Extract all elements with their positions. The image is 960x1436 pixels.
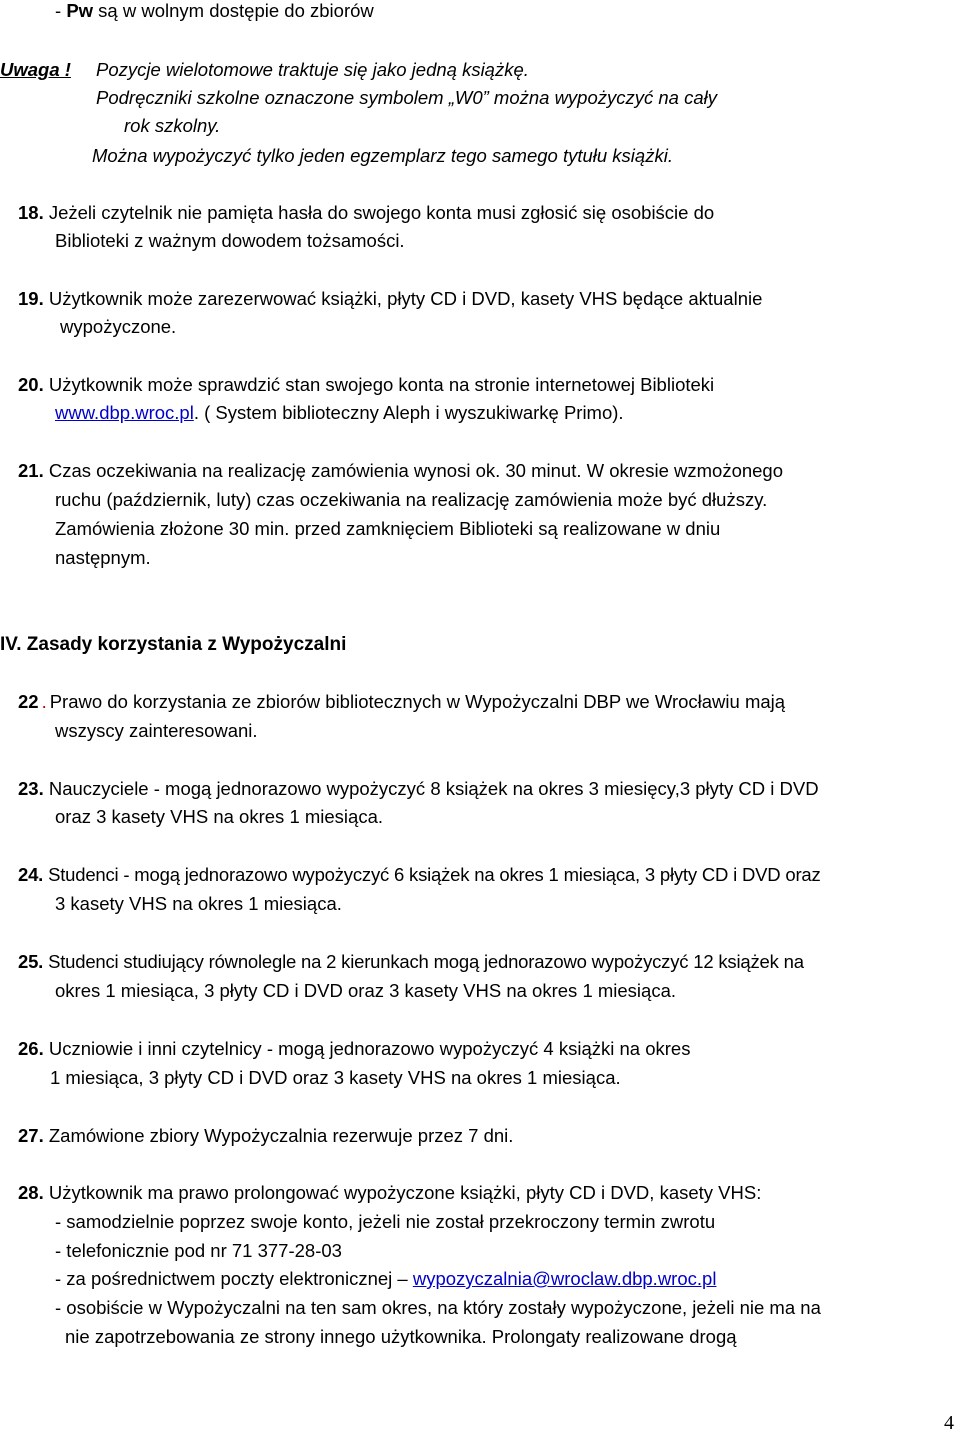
item-28-text-1: Użytkownik ma prawo prolongować wypożyczone książki, płyty CD i DVD, kasety VHS: [43,1182,762,1203]
item-21-text-2: ruchu (październik, luty) czas oczekiwania na realizację zamówienia może być dłuższy. [55,489,768,510]
uwaga-text-4: Można wypożyczyć tylko jeden egzemplarz tego samego tytułu książki. [92,145,673,166]
item-20-text-1: Użytkownik może sprawdzić stan swojego konta na stronie internetowej Biblioteki [43,374,715,395]
item-25-number: 25. [18,951,44,972]
item-27-number: 27. [18,1125,44,1146]
item-25-text-1: Studenci studiujący równolegle na 2 kierunkach mogą jednorazowo wypożyczyć 12 książek na [43,951,804,972]
item-20-line-1 [18,374,714,396]
uwaga-text-1: Pozycje wielotomowe traktuje się jako jedną książkę. [96,59,529,80]
pw-rest: są w wolnym dostępie do zbiorów [93,0,374,21]
item-26-line-1 [18,1038,690,1060]
item-22-number: 22 [18,691,39,712]
item-28-bullet-3-text: - za pośrednictwem poczty elektronicznej – [55,1268,413,1289]
item-28-line-1 [18,1182,761,1204]
item-28-bullet-4: - osobiście w Wypożyczalni na ten sam okres, na który zostały wypożyczone, jeżeli nie ma na [55,1297,821,1318]
item-20-line-2 [55,402,624,424]
item-23-text-1: Nauczyciele - mogą jednorazowo wypożyczyć 8 książek na okres 3 miesięcy,3 płyty CD i DVD [43,778,819,799]
uwaga-text-3: rok szkolny. [124,115,221,136]
item-26-text-1: Uczniowie i inni czytelnicy - mogą jednorazowo wypożyczyć 4 książki na okres [43,1038,691,1059]
library-website-link[interactable]: www.dbp.wroc.pl [55,402,194,423]
item-26-text-2: 1 miesiąca, 3 płyty CD i DVD oraz 3 kasety VHS na okres 1 miesiąca. [50,1067,621,1088]
section-heading: IV. Zasady korzystania z Wypożyczalni [0,634,347,655]
item-19-text-1: Użytkownik może zarezerwować książki, płyty CD i DVD, kasety VHS będące aktualnie [43,288,763,309]
item-25-line-1 [18,951,804,973]
item-23-text-2: oraz 3 kasety VHS na okres 1 miesiąca. [55,806,384,827]
item-28-bullet-2: - telefonicznie pod nr 71 377-28-03 [55,1240,342,1261]
item-18-number: 18. [18,202,44,223]
item-24-text-2: 3 kasety VHS na okres 1 miesiąca. [55,893,342,914]
item-28-bullet-3 [55,1268,716,1290]
item-21-text-3: Zamówienia złożone 30 min. przed zamknięciem Biblioteki są realizowane w dniu [55,518,721,539]
item-21-text-1: Czas oczekiwania na realizację zamówienia wynosi ok. 30 minut. W okresie wzmożonego [43,460,784,481]
pw-prefix: - [55,0,67,21]
email-link[interactable]: wypozyczalnia@wroclaw.dbp.wroc.pl [412,1268,717,1289]
item-28-bullet-5: nie zapotrzebowania ze strony innego użytkownika. Prolongaty realizowane drogą [65,1326,737,1347]
item-20-text-2: . ( System biblioteczny Aleph i wyszukiwarkę Primo). [193,402,624,423]
page-number: 4 [944,1412,954,1434]
item-23-number: 23. [18,778,44,799]
item-25-text-2: okres 1 miesiąca, 3 płyty CD i DVD oraz 3 kasety VHS na okres 1 miesiąca. [55,980,677,1001]
item-23-line-1 [18,778,819,800]
item-28-number: 28. [18,1182,44,1203]
item-19-number: 19. [18,288,44,309]
item-18-text-1: Jeżeli czytelnik nie pamięta hasła do swojego konta musi zgłosić się osobiście do [43,202,715,223]
item-24-text-1: Studenci - mogą jednorazowo wypożyczyć 6 książek na okres 1 miesiąca, 3 płyty CD i DVD oraz [43,864,821,885]
item-22-dot: . [41,691,47,712]
uwaga-line-1 [0,59,71,81]
uwaga-label: Uwaga ! [0,59,71,80]
item-28-bullet-1: - samodzielnie poprzez swoje konto, jeżeli nie został przekroczony termin zwrotu [55,1211,716,1232]
item-21-number: 21. [18,460,44,481]
item-20-number: 20. [18,374,44,395]
pw-bold: Pw [66,0,94,21]
item-22-text-2: wszyscy zainteresowani. [55,720,258,741]
item-27-line-1 [18,1125,513,1147]
pw-line [55,0,374,22]
item-19-text-2: wypożyczone. [60,316,177,337]
item-21-line-1 [18,460,783,482]
item-21-text-4: następnym. [55,547,151,568]
item-22-text-1: Prawo do korzystania ze zbiorów bibliotecznych w Wypożyczalni DBP we Wrocławiu mają [49,691,786,712]
item-19-line-1 [18,288,762,310]
item-24-line-1 [18,864,821,886]
item-18-text-2: Biblioteki z ważnym dowodem tożsamości. [55,230,405,251]
item-27-text-1: Zamówione zbiory Wypożyczalnia rezerwuje przez 7 dni. [43,1125,514,1146]
item-18-line-1 [18,202,714,224]
item-22-line-1 [18,691,785,713]
uwaga-text-2: Podręczniki szkolne oznaczone symbolem „W0” można wypożyczyć na cały [96,87,718,108]
item-24-number: 24. [18,864,44,885]
item-26-number: 26. [18,1038,44,1059]
